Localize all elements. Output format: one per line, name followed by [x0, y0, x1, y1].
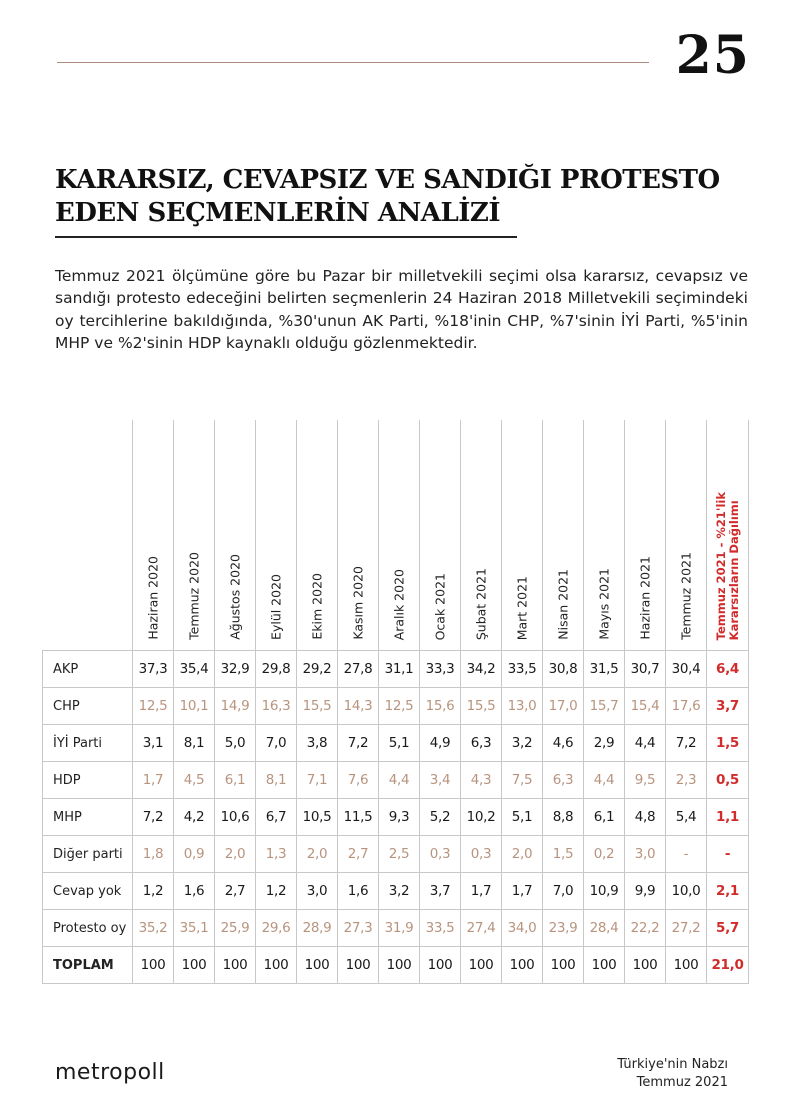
page-title-line-2: EDEN SEÇMENLERİN ANALİZİ [55, 198, 501, 228]
table-cell: 100 [502, 947, 543, 984]
table-cell: 2,7 [338, 836, 379, 873]
table-cell: 7,0 [256, 725, 297, 762]
column-header: Temmuz 2021 [666, 420, 707, 651]
row-label: Protesto oy [43, 910, 133, 947]
column-header: Haziran 2020 [133, 420, 174, 651]
column-header: Mayıs 2021 [584, 420, 625, 651]
table-cell: 3,0 [297, 873, 338, 910]
table-cell: 25,9 [215, 910, 256, 947]
table-cell: 23,9 [543, 910, 584, 947]
title-underline [55, 236, 517, 238]
table-cell: 16,3 [256, 688, 297, 725]
table-header-row [43, 420, 749, 651]
top-divider [57, 62, 649, 63]
column-header: Kasım 2020 [338, 420, 379, 651]
table-cell: 33,5 [502, 651, 543, 688]
column-header: Ocak 2021 [420, 420, 461, 651]
table-cell: 1,2 [133, 873, 174, 910]
table-cell: 8,1 [174, 725, 215, 762]
table-cell: 30,4 [666, 651, 707, 688]
table-cell: 9,9 [625, 873, 666, 910]
table-row [43, 873, 749, 910]
table-cell: 5,1 [379, 725, 420, 762]
table-cell: 33,5 [420, 910, 461, 947]
table-row [43, 910, 749, 947]
row-label: HDP [43, 762, 133, 799]
column-header: Haziran 2021 [625, 420, 666, 651]
table-cell: 4,4 [625, 725, 666, 762]
table-cell: 2,3 [666, 762, 707, 799]
table-cell: 100 [256, 947, 297, 984]
table-cell: 9,3 [379, 799, 420, 836]
row-label: Diğer parti [43, 836, 133, 873]
table-cell: 4,4 [379, 762, 420, 799]
table-cell: 11,5 [338, 799, 379, 836]
table-cell: 6,7 [256, 799, 297, 836]
table-cell: 14,3 [338, 688, 379, 725]
table-cell: 7,1 [297, 762, 338, 799]
column-header: Ekim 2020 [297, 420, 338, 651]
table-cell: 7,2 [133, 799, 174, 836]
table-cell: 1,7 [502, 873, 543, 910]
table-cell: 2,9 [584, 725, 625, 762]
table-cell: 3,7 [420, 873, 461, 910]
table-cell: 31,1 [379, 651, 420, 688]
table-cell: 3,0 [625, 836, 666, 873]
table-cell: 3,1 [133, 725, 174, 762]
table-cell: 17,0 [543, 688, 584, 725]
table-cell: 1,8 [133, 836, 174, 873]
table-cell: 10,5 [297, 799, 338, 836]
table-cell: 3,4 [420, 762, 461, 799]
table-cell: 8,8 [543, 799, 584, 836]
table-cell: 2,0 [502, 836, 543, 873]
table-cell: 100 [543, 947, 584, 984]
table-cell: 1,3 [256, 836, 297, 873]
table-cell: 100 [584, 947, 625, 984]
table-cell: 6,1 [584, 799, 625, 836]
table-cell: 29,2 [297, 651, 338, 688]
row-label: TOPLAM [43, 947, 133, 984]
table-cell: 17,6 [666, 688, 707, 725]
column-header: Aralık 2020 [379, 420, 420, 651]
table-cell: 1,6 [174, 873, 215, 910]
distribution-cell: - [707, 836, 749, 873]
table-cell: 100 [625, 947, 666, 984]
table-row [43, 799, 749, 836]
table-cell: 27,3 [338, 910, 379, 947]
column-header: Nisan 2021 [543, 420, 584, 651]
table-cell: 29,6 [256, 910, 297, 947]
distribution-cell: 21,0 [707, 947, 749, 984]
table-cell: 10,1 [174, 688, 215, 725]
table-cell: 7,2 [338, 725, 379, 762]
distribution-cell: 1,5 [707, 725, 749, 762]
table-row [43, 836, 749, 873]
table-cell: 7,2 [666, 725, 707, 762]
table-cell: 15,7 [584, 688, 625, 725]
distribution-cell: 3,7 [707, 688, 749, 725]
table-row [43, 688, 749, 725]
table-cell: 34,0 [502, 910, 543, 947]
table-cell: 6,1 [215, 762, 256, 799]
table-cell: 7,6 [338, 762, 379, 799]
page-title-line-1: KARARSIZ, CEVAPSIZ VE SANDIĞI PROTESTO [55, 165, 720, 195]
table-cell: - [666, 836, 707, 873]
table-cell: 1,7 [133, 762, 174, 799]
metropoll-logo: metropoll [55, 1060, 165, 1085]
table-cell: 6,3 [461, 725, 502, 762]
table-cell: 4,4 [584, 762, 625, 799]
column-header: Mart 2021 [502, 420, 543, 651]
table-cell: 15,6 [420, 688, 461, 725]
footer-caption [617, 1056, 728, 1092]
table-cell: 12,5 [133, 688, 174, 725]
distribution-column-header [707, 420, 749, 651]
table-cell: 100 [379, 947, 420, 984]
table-cell: 100 [338, 947, 379, 984]
table-cell: 100 [420, 947, 461, 984]
table-cell: 15,4 [625, 688, 666, 725]
table-cell: 35,4 [174, 651, 215, 688]
intro-paragraph: Temmuz 2021 ölçümüne göre bu Pazar bir milletvekili seçimi olsa kararsız, cevapsız ve sandığı protesto edeceğini belirten seçmenlerin 24 Haziran 2018 Milletvekili seçimindeki oy tercihlerine bakıldığında, %30'unun AK Parti, %18'inin CHP, %7'sinin İYİ Parti, %5'inin MHP ve %2'sinin HDP kaynaklı olduğu gözlenmektedir. [55, 267, 748, 353]
table-cell: 30,7 [625, 651, 666, 688]
table-cell: 3,2 [379, 873, 420, 910]
table-cell: 4,5 [174, 762, 215, 799]
row-label: AKP [43, 651, 133, 688]
row-label: Cevap yok [43, 873, 133, 910]
distribution-header-line-2: Kararsızların Dağılımı [726, 499, 741, 640]
table-cell: 0,9 [174, 836, 215, 873]
table-cell: 37,3 [133, 651, 174, 688]
distribution-header-line-1: Temmuz 2021 - %21'lik [713, 491, 728, 640]
table-cell: 29,8 [256, 651, 297, 688]
voter-analysis-table [42, 420, 749, 984]
table-cell: 10,2 [461, 799, 502, 836]
table-cell: 4,2 [174, 799, 215, 836]
footer-line-2: Temmuz 2021 [636, 1075, 728, 1090]
table-cell: 5,1 [502, 799, 543, 836]
table-cell: 1,5 [543, 836, 584, 873]
table-cell: 1,2 [256, 873, 297, 910]
table-cell: 8,1 [256, 762, 297, 799]
distribution-cell: 2,1 [707, 873, 749, 910]
table-cell: 12,5 [379, 688, 420, 725]
table-cell: 27,8 [338, 651, 379, 688]
table-cell: 28,4 [584, 910, 625, 947]
table-cell: 3,2 [502, 725, 543, 762]
table-cell: 100 [297, 947, 338, 984]
table-row [43, 651, 749, 688]
table-cell: 35,1 [174, 910, 215, 947]
table-cell: 35,2 [133, 910, 174, 947]
table-cell: 100 [174, 947, 215, 984]
table-cell: 0,3 [461, 836, 502, 873]
table-cell: 22,2 [625, 910, 666, 947]
table-cell: 5,0 [215, 725, 256, 762]
table-cell: 5,2 [420, 799, 461, 836]
table-cell: 2,0 [297, 836, 338, 873]
distribution-cell: 0,5 [707, 762, 749, 799]
table-cell: 32,9 [215, 651, 256, 688]
row-label: CHP [43, 688, 133, 725]
table-cell: 7,0 [543, 873, 584, 910]
table-cell: 2,5 [379, 836, 420, 873]
table-cell: 27,4 [461, 910, 502, 947]
table-cell: 28,9 [297, 910, 338, 947]
table-cell: 14,9 [215, 688, 256, 725]
table-cell: 100 [666, 947, 707, 984]
table-cell: 31,9 [379, 910, 420, 947]
table-corner [43, 420, 133, 651]
table-cell: 100 [461, 947, 502, 984]
table-cell: 7,5 [502, 762, 543, 799]
table-cell: 1,6 [338, 873, 379, 910]
table-cell: 100 [133, 947, 174, 984]
table-cell: 2,7 [215, 873, 256, 910]
table-cell: 33,3 [420, 651, 461, 688]
table-cell: 10,0 [666, 873, 707, 910]
distribution-cell: 5,7 [707, 910, 749, 947]
table-cell: 13,0 [502, 688, 543, 725]
table-cell: 1,7 [461, 873, 502, 910]
page-number: 25 [675, 25, 750, 86]
table-cell: 30,8 [543, 651, 584, 688]
table-cell: 10,9 [584, 873, 625, 910]
column-header: Temmuz 2020 [174, 420, 215, 651]
column-header: Eylül 2020 [256, 420, 297, 651]
table-cell: 6,3 [543, 762, 584, 799]
table-cell: 4,8 [625, 799, 666, 836]
distribution-cell: 1,1 [707, 799, 749, 836]
table-cell: 0,2 [584, 836, 625, 873]
column-header: Ağustos 2020 [215, 420, 256, 651]
table-cell: 2,0 [215, 836, 256, 873]
table-cell: 100 [215, 947, 256, 984]
table-cell: 10,6 [215, 799, 256, 836]
column-header: Şubat 2021 [461, 420, 502, 651]
table-cell: 15,5 [297, 688, 338, 725]
table-cell: 4,6 [543, 725, 584, 762]
footer-line-1: Türkiye'nin Nabzı [617, 1057, 728, 1072]
table-row [43, 725, 749, 762]
table-cell: 0,3 [420, 836, 461, 873]
table-cell: 4,3 [461, 762, 502, 799]
table-cell: 15,5 [461, 688, 502, 725]
row-label: MHP [43, 799, 133, 836]
table-cell: 4,9 [420, 725, 461, 762]
table-cell: 9,5 [625, 762, 666, 799]
table-row [43, 762, 749, 799]
table-cell: 31,5 [584, 651, 625, 688]
page-title [55, 164, 720, 230]
table-cell: 34,2 [461, 651, 502, 688]
table-cell: 5,4 [666, 799, 707, 836]
distribution-cell: 6,4 [707, 651, 749, 688]
row-label: İYİ Parti [43, 725, 133, 762]
table-cell: 3,8 [297, 725, 338, 762]
table-row [43, 947, 749, 984]
table-cell: 27,2 [666, 910, 707, 947]
